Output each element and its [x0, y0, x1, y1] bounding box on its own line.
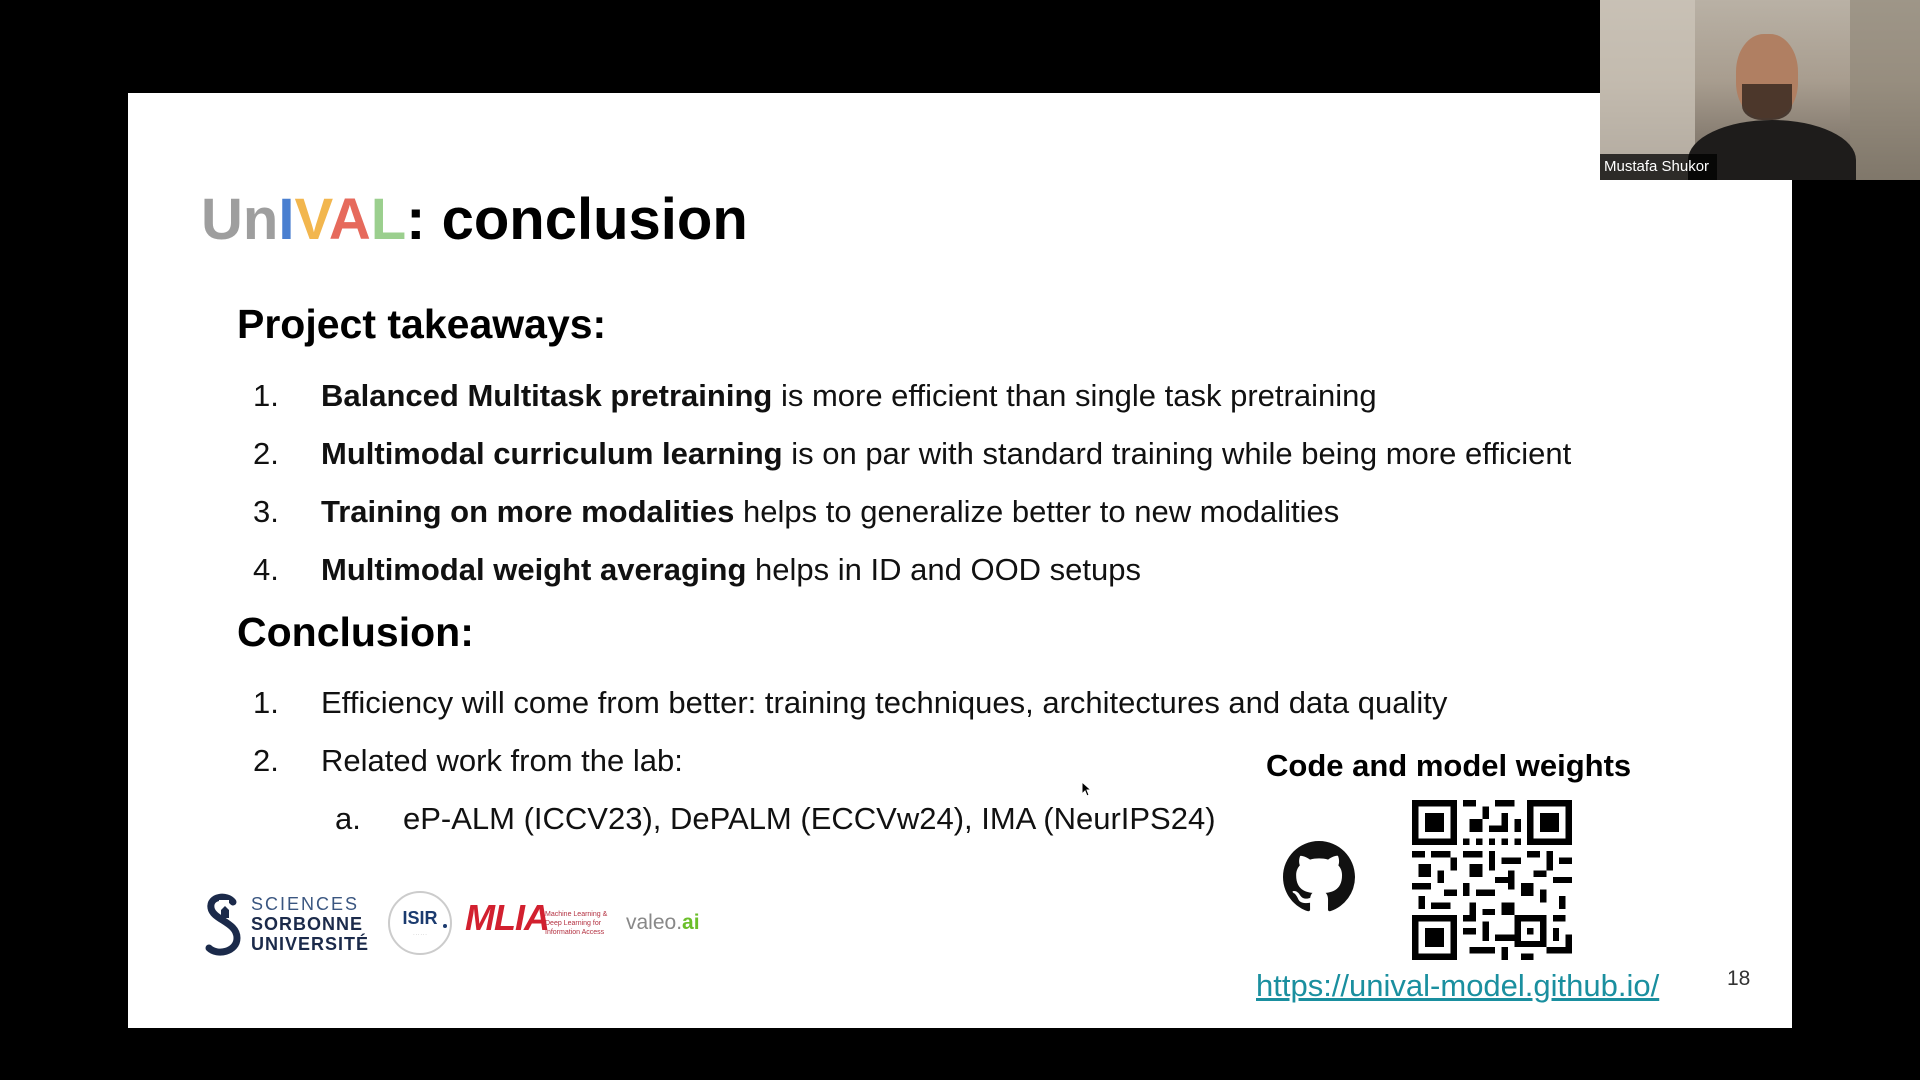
takeaway-item-4 [253, 554, 1553, 588]
title-letter: L [370, 187, 407, 252]
slide-title [201, 187, 748, 252]
title-letter: U [201, 187, 243, 252]
related-work-item [335, 803, 1215, 837]
partner-logos [203, 890, 723, 960]
takeaway-bold: Multimodal weight averaging [321, 552, 747, 587]
takeaway-bold: Multimodal curriculum learning [321, 436, 783, 471]
takeaway-text: helps to generalize better to new modalities [734, 494, 1340, 529]
mlia-logo: MLIA [465, 897, 549, 938]
webcam-tile[interactable] [1600, 0, 1920, 180]
isir-label: ISIR [402, 908, 438, 928]
takeaway-text: helps in ID and OOD setups [746, 552, 1142, 587]
related-work-text: eP-ALM (ICCV23), DePALM (ECCVw24), IMA (NeurIPS24) [403, 801, 1216, 836]
page-number: 18 [1727, 967, 1751, 990]
project-link[interactable]: https://unival-model.github.io/ [1256, 968, 1660, 1003]
takeaway-text: is more efficient than single task pretraining [772, 378, 1377, 413]
takeaway-item-1 [253, 380, 1553, 414]
participant-name: Mustafa Shukor [1600, 154, 1717, 180]
mlia-subtitle: Machine Learning & Deep Learning for Information Access [545, 911, 608, 936]
title-letter: I [278, 187, 295, 252]
mouse-cursor-icon [1081, 781, 1091, 797]
conclusion-item-1 [253, 687, 1553, 721]
qr-code-icon [1412, 800, 1572, 960]
list-number: 2. [253, 743, 279, 778]
list-number: 1. [253, 685, 279, 720]
valeo-ai-logo: valeo.ai [626, 911, 700, 934]
conclusion-item-2 [253, 745, 1053, 779]
conclusion-heading: Conclusion: [237, 609, 474, 655]
title-letter: n [242, 187, 279, 252]
sorbonne-logo-icon [203, 892, 243, 958]
conclusion-text: Efficiency will come from better: training techniques, architectures and data quality [321, 685, 1448, 720]
list-number: 1. [253, 378, 279, 413]
takeaways-heading: Project takeaways: [237, 301, 607, 347]
code-heading: Code and model weights [1266, 748, 1632, 783]
sorbonne-wordmark: SCIENCES SORBONNE UNIVERSITÉ [251, 894, 370, 954]
list-number: 2. [253, 436, 279, 471]
conclusion-text: Related work from the lab: [321, 743, 683, 778]
takeaway-text: is on par with standard training while being more efficient [782, 436, 1572, 471]
title-letter: A [328, 187, 371, 252]
title-brand [201, 187, 406, 252]
svg-text:· · · · · ·: · · · · · · [413, 932, 427, 937]
github-icon[interactable] [1283, 841, 1355, 913]
isir-logo-icon [387, 890, 453, 956]
title-suffix: : conclusion [406, 187, 748, 252]
takeaway-bold: Balanced Multitask pretraining [321, 378, 773, 413]
list-number: 3. [253, 494, 279, 529]
takeaway-bold: Training on more modalities [321, 494, 735, 529]
slide [128, 93, 1792, 1028]
title-letter: V [294, 187, 329, 252]
list-letter: a. [335, 801, 361, 836]
list-number: 4. [253, 552, 279, 587]
takeaway-item-2 [253, 436, 1572, 472]
takeaway-item-3 [253, 496, 1553, 530]
